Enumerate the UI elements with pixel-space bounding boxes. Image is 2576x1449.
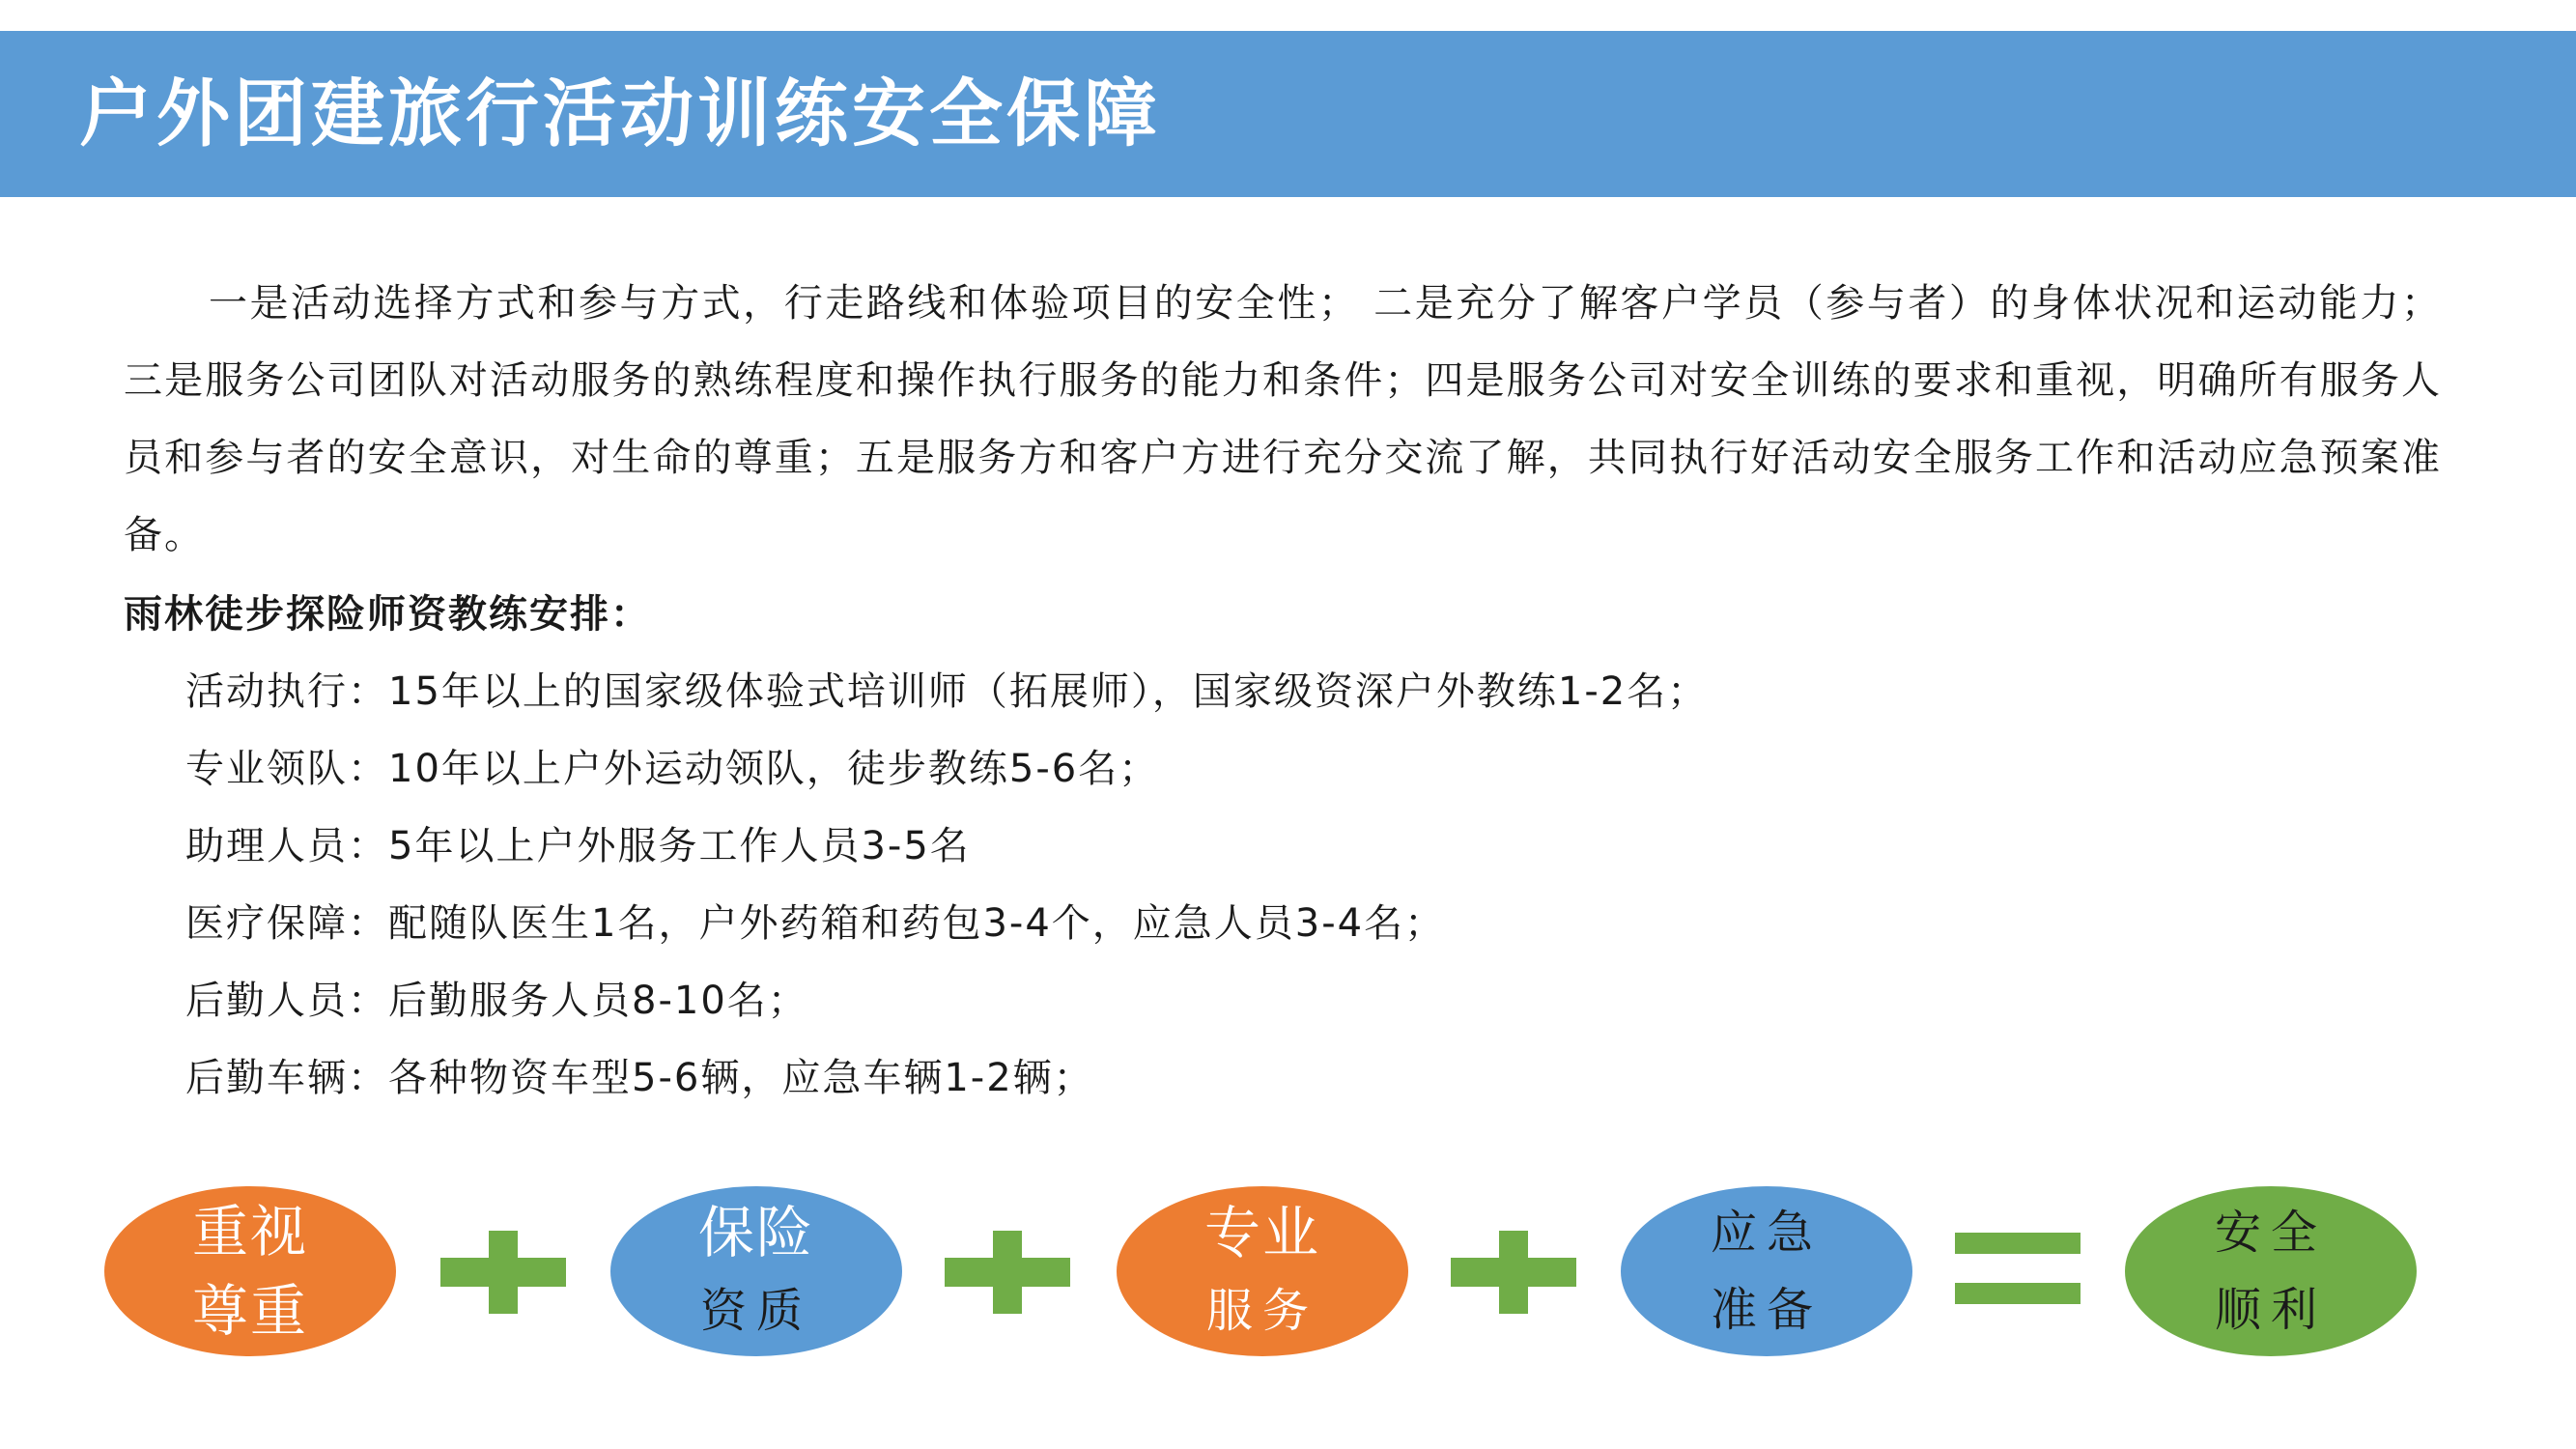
term-line-2: 资质 (699, 1284, 812, 1338)
equation-result-safety (2125, 1186, 2417, 1356)
equation-term-emergency (1621, 1186, 1912, 1356)
equation-term-professional (1117, 1186, 1408, 1356)
term-line-2: 尊重 (191, 1278, 308, 1344)
equation-term-respect (104, 1186, 396, 1356)
staff-heading: 雨林徒步探险师资教练安排： (124, 592, 651, 637)
staff-item-leader: 专业领队：10年以上户外运动领队，徒步教练5-6名； (185, 747, 1160, 791)
title-bar (0, 31, 2576, 197)
staff-item-execution: 活动执行：15年以上的国家级体验式培训师（拓展师），国家级资深户外教练1-2名； (185, 669, 1709, 714)
page-title: 户外团建旅行活动训练安全保障 (79, 71, 1161, 156)
staff-item-medical: 医疗保障：配随队医生1名，户外药箱和药包3-4个，应急人员3-4名； (185, 901, 1446, 946)
result-line-2: 顺利 (2214, 1283, 2327, 1337)
term-line-2: 准备 (1710, 1283, 1823, 1337)
intro-paragraph: 一是活动选择方式和参与方式，行走路线和体验项目的安全性； 二是充分了解客户学员（参与者）的身体状况和运动能力；三是服务公司团队对活动服务的熟练程度和操作执行服务的能力和条件；四是服务公司对安全训练的要求和重视，明确所有服务人员和参与者的安全意识，对生命的尊重；五是服务方和客户方进行充分交流了解，共同执行好活动安全服务工作和活动应急预案准备。 (124, 281, 2442, 557)
equation-term-insurance (610, 1186, 902, 1356)
term-line-1: 专业 (1203, 1200, 1320, 1265)
equals-icon (1955, 1233, 2081, 1304)
term-line-2: 服务 (1205, 1284, 1318, 1338)
plus-icon (440, 1231, 566, 1314)
staff-list (185, 653, 1708, 1117)
staff-item-assistant: 助理人员：5年以上户外服务工作人员3-5名 (185, 824, 971, 868)
term-line-1: 应急 (1710, 1206, 1823, 1260)
staff-item-vehicles: 后勤车辆：各种物资车型5-6辆，应急车辆1-2辆； (185, 1056, 1094, 1100)
plus-icon (1451, 1231, 1576, 1314)
result-line-1: 安全 (2214, 1206, 2327, 1260)
term-line-1: 重视 (191, 1199, 308, 1264)
plus-icon (945, 1231, 1070, 1314)
staff-item-logistics: 后勤人员：后勤服务人员8-10名； (185, 979, 808, 1023)
term-line-1: 保险 (697, 1200, 814, 1265)
